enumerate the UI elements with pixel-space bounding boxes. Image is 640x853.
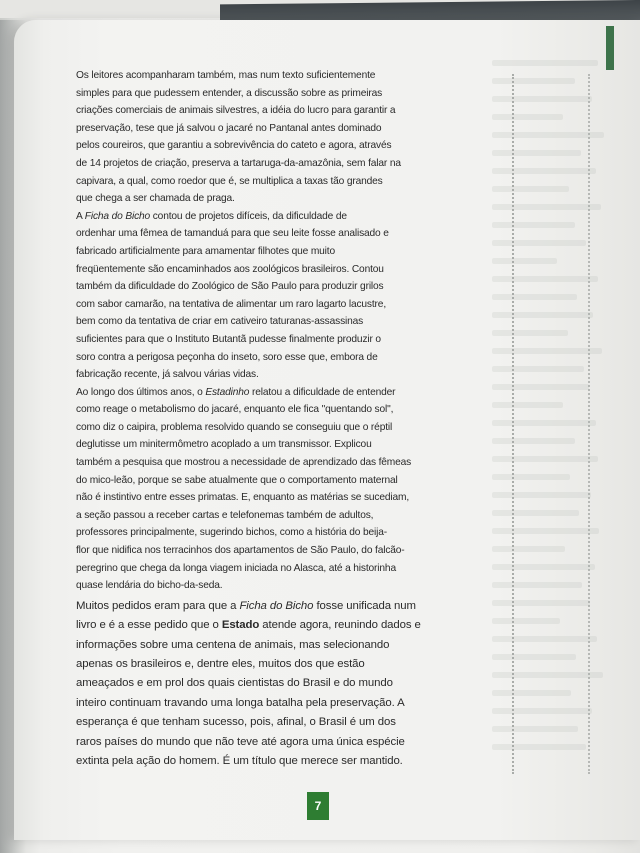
text-line: não é instintivo entre esses primatas. E, enquanto as matérias se sucediam, [76, 492, 410, 504]
text-line: com sabor camarão, na tentativa de alimentar um raro lagarto lacustre, [76, 298, 386, 310]
article-paragraph [76, 384, 412, 595]
text-line: criações comerciais de animais silvestres, a idéia do lucro para garantir a [76, 105, 396, 117]
page-number: 7 [314, 799, 322, 813]
text-line: deglutisse um minitermômetro acoplado a um transmissor. Explicou [76, 439, 372, 451]
text-line: apenas os brasileiros e, dentre eles, muitos dos que estão [76, 658, 365, 671]
text-line: de 14 projetos de criação, preserva a tartaruga-da-amazônia, sem falar na [76, 157, 401, 169]
text-line: professores principalmente, sugerindo bichos, como a história do beija- [76, 527, 387, 539]
dotted-column-rule [512, 74, 514, 774]
text-line: extinta pela ação do homem. É um título que merece ser mantido. [76, 755, 403, 768]
text-line: quase lendária do bicho-da-seda. [76, 580, 223, 592]
text-line: informações sobre uma centena de animais, mas selecionando [76, 638, 390, 651]
text-line: flor que nidifica nos terracinhos dos apartamentos de São Paulo, do falcão- [76, 545, 405, 557]
text-line: raros países do mundo que não teve até agora uma única espécie [76, 735, 405, 748]
show-through-text [492, 60, 610, 780]
page-number-badge [307, 792, 329, 820]
text-line: suficientes para que o Instituto Butantã pudesse finalmente produzir o [76, 333, 381, 345]
text-line: também da dificuldade do Zoológico de São Paulo para produzir grilos [76, 281, 384, 293]
text-line: bem como da tentativa de criar em cativeiro taturanas-assassinas [76, 316, 364, 328]
text-line: ameaçados e em prol dos quais cientistas do Brasil e do mundo [76, 677, 393, 690]
text-line: como diz o caipira, problema resolvido quando se conseguiu que o réptil [76, 421, 393, 433]
text-line: inteiro continuam travando uma longa batalha pela preservação. A [76, 696, 405, 709]
text-line: que chega a ser chamada de praga. [76, 193, 235, 205]
article-paragraph [76, 67, 401, 208]
text-line: a seção passou a receber cartas e telefonemas também de adultos, [76, 509, 374, 521]
text-line: Os leitores acompanharam também, mas num texto suficientemente [76, 70, 376, 81]
text-line: fabricado artificialmente para amamentar filhotes que muito [76, 245, 335, 257]
text-line: soro contra a perigosa peçonha do inseto, soro esse que, embora de [76, 351, 378, 363]
article-paragraph [76, 208, 389, 384]
text-line: preservação, tese que já salvou o jacaré no Pantanal antes dominado [76, 122, 382, 134]
dotted-column-rule [588, 74, 590, 774]
text-line: simples para que pudessem entender, a discussão sobre as primeiras [76, 87, 383, 99]
text-line: Muitos pedidos eram para que a Ficha do Bicho fosse unificada num [76, 599, 416, 612]
text-line: livro e é a esse pedido que o Estado atende agora, reunindo dados e [76, 619, 421, 632]
text-line: como reage o metabolismo do jacaré, enquanto ele fica "quentando sol", [76, 404, 394, 416]
text-line: do mico-leão, porque se sabe atualmente que o comportamento maternal [76, 474, 398, 486]
text-line: ordenhar uma fêmea de tamanduá para que seu leite fosse analisado e [76, 228, 389, 240]
article-paragraph [76, 597, 421, 772]
text-line: capivara, a qual, como roedor que é, se multiplica a taxas tão grandes [76, 175, 383, 187]
text-line: A Ficha do Bicho contou de projetos difíceis, da dificuldade de [76, 210, 347, 222]
text-line: Ao longo dos últimos anos, o Estadinho relatou a dificuldade de entender [76, 386, 396, 398]
article-body [76, 67, 421, 771]
text-line: freqüentemente são encaminhados aos zoológicos brasileiros. Contou [76, 263, 384, 275]
text-line: esperança é que tenham sucesso, pois, afinal, o Brasil é um dos [76, 716, 396, 729]
text-line: peregrino que chega da longa viagem iniciada no Alasca, até a historinha [76, 562, 396, 574]
text-line: fabricação recente, já salvou várias vidas. [76, 369, 259, 381]
text-line: pelos coureiros, que garantiu a sobrevivência do cateto e agora, através [76, 140, 392, 152]
text-line: também a pesquisa que mostrou a necessidade de aprendizado das fêmeas [76, 457, 412, 469]
